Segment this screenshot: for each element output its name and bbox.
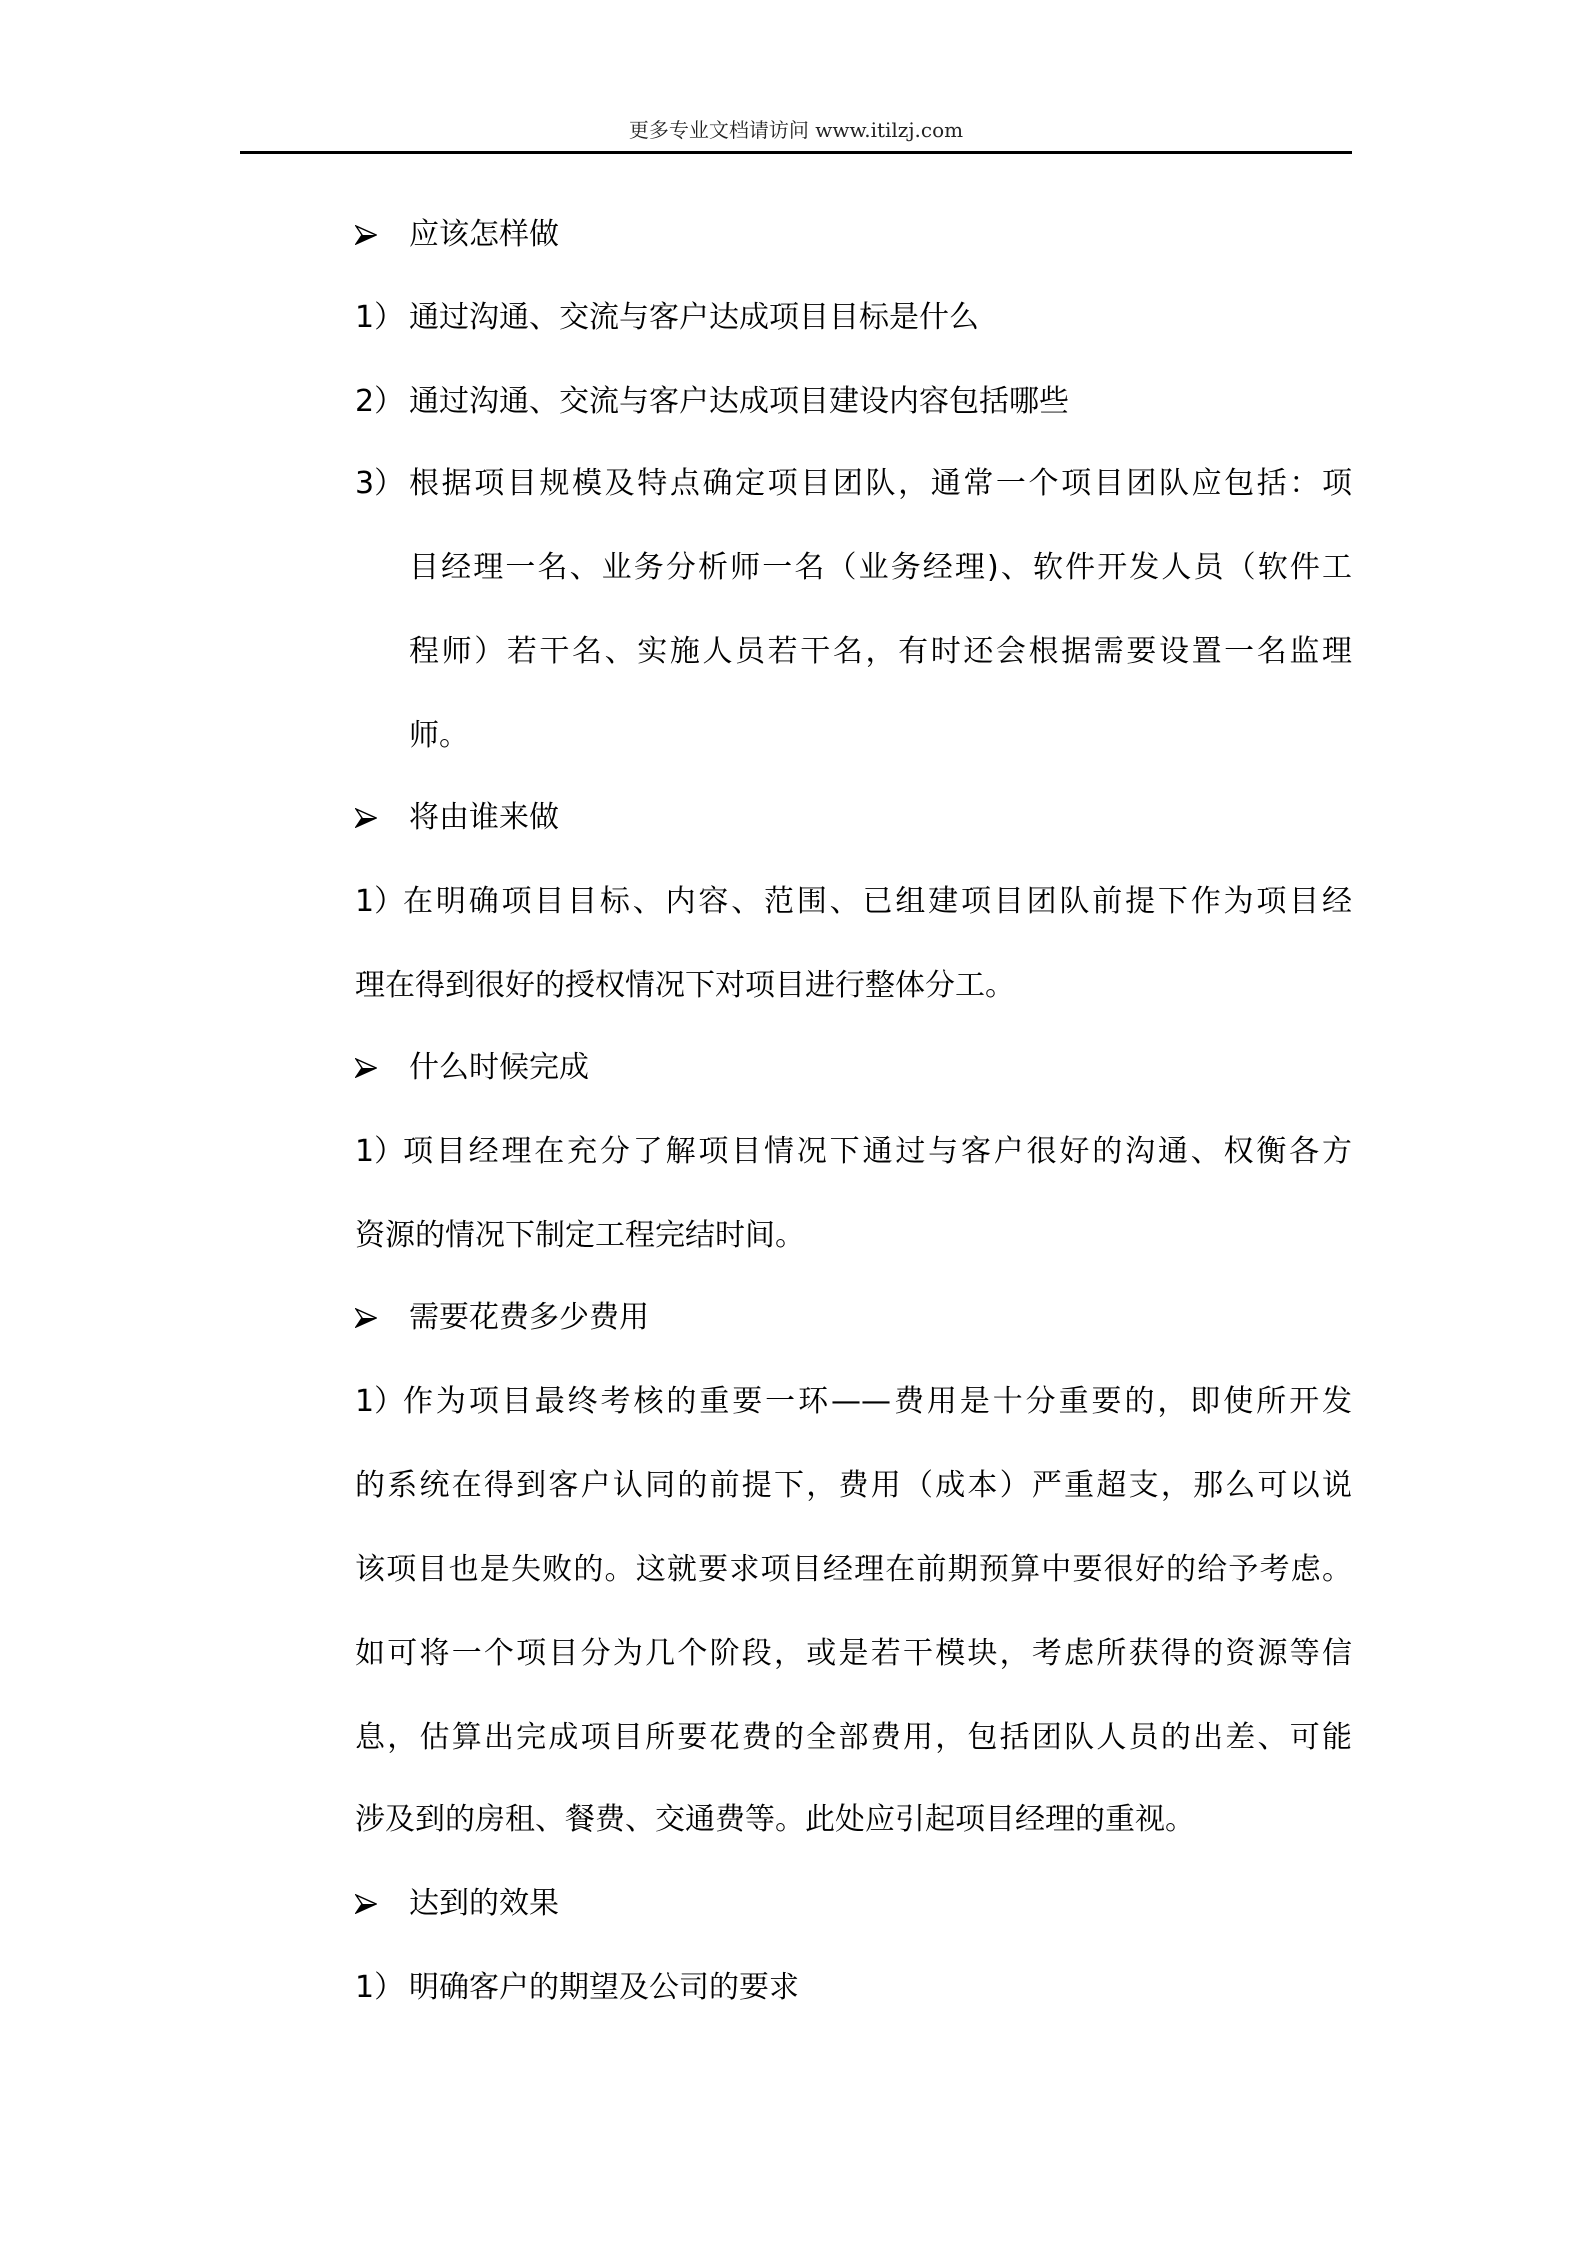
arrow-bullet-icon: [355, 225, 377, 245]
list-item-text: 该项目也是失败的。这就要求项目经理在前期预算中要很好的给予考虑。: [355, 1552, 1352, 1587]
section-heading-text: 什么时候完成: [409, 1050, 589, 1085]
list-item-text: 项目经理在充分了解项目情况下通过与客户很好的沟通、权衡各方: [403, 1134, 1352, 1169]
list-item-text: 通过沟通、交流与客户达成项目目标是什么: [409, 300, 979, 335]
list-item-continuation: [355, 1718, 1352, 1758]
list-item-text: 通过沟通、交流与客户达成项目建设内容包括哪些: [409, 384, 1069, 419]
list-number: 1）: [355, 1970, 405, 2005]
list-item-text: 明确客户的期望及公司的要求: [409, 1970, 799, 2005]
list-item-continuation: [355, 1216, 805, 1256]
header-divider: [240, 151, 1352, 154]
list-item-text: 在明确项目目标、内容、范围、已组建项目团队前提下作为项目经: [403, 884, 1352, 919]
list-item-continuation: [355, 1800, 1195, 1840]
page-header: [240, 110, 1352, 154]
arrow-bullet-icon: [355, 1308, 377, 1328]
list-item-text: 理在得到很好的授权情况下对项目进行整体分工。: [355, 968, 1015, 1003]
list-item-text: 如可将一个项目分为几个阶段，或是若干模块，考虑所获得的资源等信: [355, 1636, 1352, 1671]
section-heading-text: 达到的效果: [409, 1886, 559, 1921]
list-item-text: 涉及到的房租、餐费、交通费等。此处应引起项目经理的重视。: [355, 1802, 1195, 1837]
list-item-text: 程师）若干名、实施人员若干名，有时还会根据需要设置一名监理: [409, 634, 1352, 669]
list-item-text: 目经理一名、业务分析师一名（业务经理)、软件开发人员（软件工: [409, 550, 1352, 585]
arrow-bullet-icon: [355, 808, 377, 828]
list-item-continuation: [355, 966, 1015, 1006]
list-number: 2）: [355, 384, 405, 419]
list-item-continuation: [409, 716, 469, 756]
list-item-text: 息，估算出完成项目所要花费的全部费用，包括团队人员的出差、可能: [355, 1720, 1352, 1755]
list-item-text: 师。: [409, 718, 469, 753]
list-number: 3）: [355, 466, 405, 501]
list-number: 1）: [355, 884, 405, 919]
list-item-text: 根据项目规模及特点确定项目团队，通常一个项目团队应包括：项: [409, 466, 1352, 501]
arrow-bullet-icon: [355, 1058, 377, 1078]
list-number: 1）: [355, 1134, 405, 1169]
list-item-continuation: [355, 1634, 1352, 1674]
section-heading-text: 需要花费多少费用: [409, 1300, 649, 1335]
section-heading-text: 将由谁来做: [409, 800, 559, 835]
list-item-text: 的系统在得到客户认同的前提下，费用（成本）严重超支，那么可以说: [355, 1468, 1352, 1503]
header-text: 更多专业文档请访问 www.itilzj.com: [628, 118, 964, 142]
list-item-continuation: [409, 548, 1352, 588]
list-item-text: 作为项目最终考核的重要一环——费用是十分重要的，即使所开发: [403, 1384, 1352, 1419]
list-item-continuation: [409, 632, 1352, 672]
list-number: 1）: [355, 1384, 405, 1419]
list-item-continuation: [355, 1550, 1352, 1590]
list-item-continuation: [355, 1466, 1352, 1506]
list-number: 1）: [355, 300, 405, 335]
section-heading-text: 应该怎样做: [409, 217, 559, 252]
arrow-bullet-icon: [355, 1894, 377, 1914]
list-item-text: 资源的情况下制定工程完结时间。: [355, 1218, 805, 1253]
